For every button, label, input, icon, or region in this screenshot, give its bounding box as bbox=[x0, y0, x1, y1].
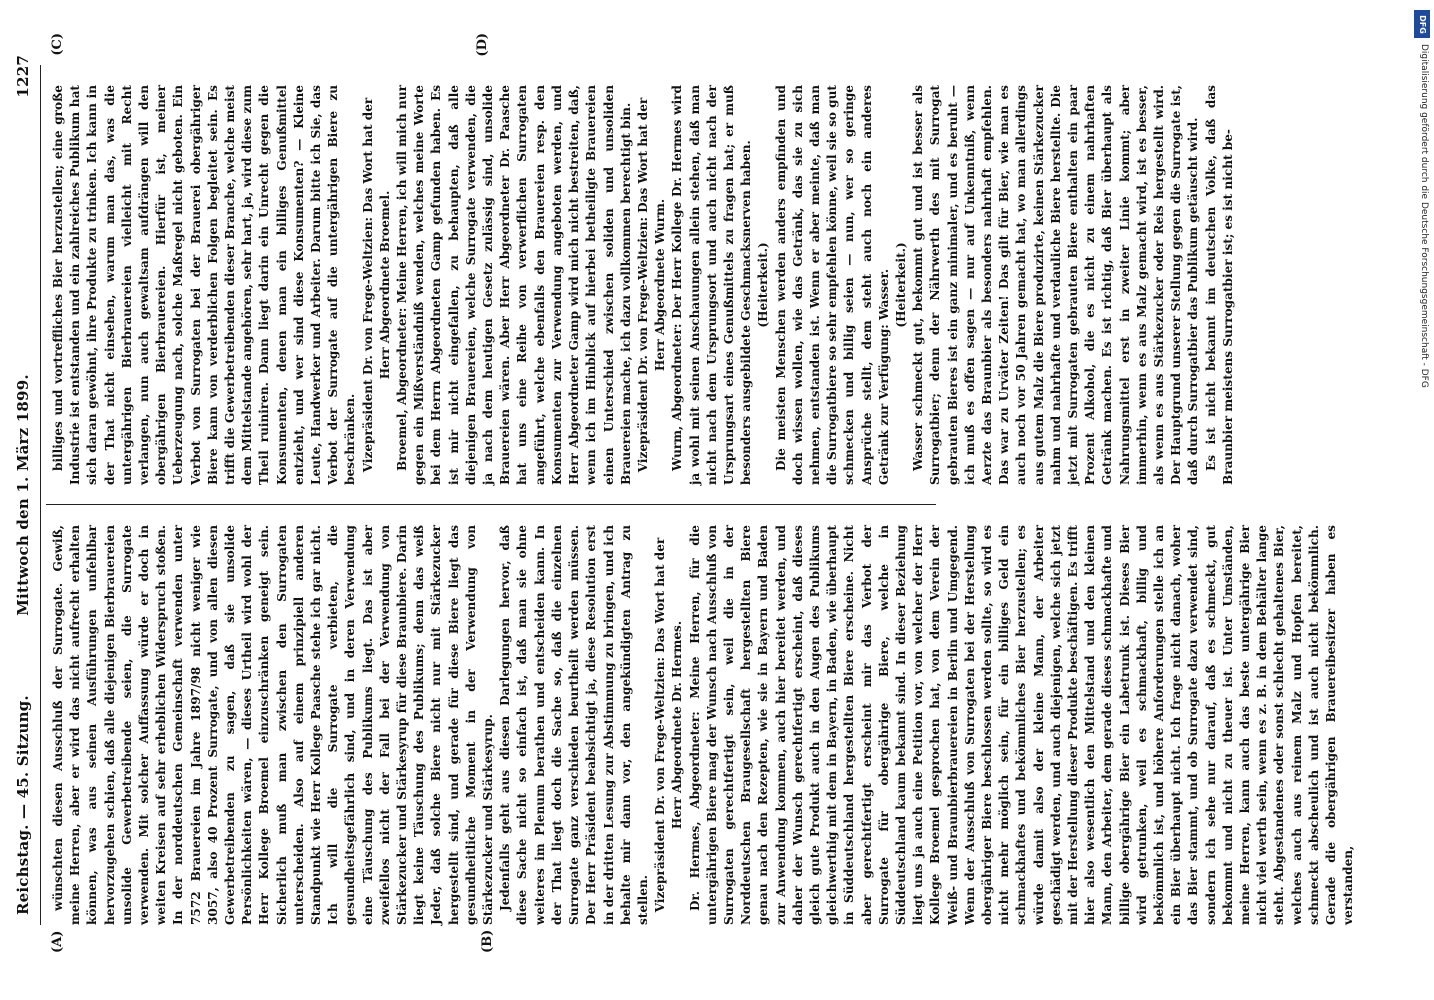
margin-letter-d: (D) bbox=[475, 33, 490, 57]
speaker-line: Vizepräsident Dr. von Frege-Weltzien: Das Wort hat der Herr Abgeordnete Wurm. bbox=[635, 97, 668, 473]
rotated-document-page bbox=[10, 25, 1380, 965]
margin-letter-c: (C) bbox=[50, 33, 65, 56]
speaker-line: Vizepräsident Dr. von Frege-Weltzien: Das Wort hat der Herr Abgeordnete Dr. Hermes. bbox=[653, 537, 685, 913]
paragraph: billiges und vortreffliches Bier herzustellen; eine große Industrie ist entstanden und ein zahlreiches Publikum hat sich daran gewöhnt, ihre Produkte zu trinken. Ich kann in der That nicht einsehen, warum man das, was die untergährigen Bierbrauereien vielleicht mit Recht verlangen, nun auch gewaltsam aufdrängen will den obergährigen Bierbrauereien. Hierfür ist, meiner Ueberzeugung nach, solche Maßregel nicht geboten. Ein Verbot von Surrogaten bei der Brauerei obergähriger Biere kann von verderblichen Folgen begleitet sein. Es trifft die Gewerbetreibenden dieser Branche, welche meist dem Mittelstande angehören, sehr hart, ja, wird diese zum Theil ruiniren. Dann liegt darin ein Unrecht gegen die Konsumenten, denen man ein billiges Genußmittel entzieht, und wer sind diese Konsumenten? — Kleine Leute, Handwerker und Arbeiter. Darum bitte ich Sie, das Verbot der Surrogate auf die untergährigen Biere zu beschränken. bbox=[51, 85, 358, 485]
dfg-logo bbox=[1414, 10, 1430, 38]
interjection: (Heiterkeit.) bbox=[893, 242, 908, 328]
right-column bbox=[50, 85, 1235, 485]
header-left: Reichstag. — 45. Sitzung. bbox=[14, 695, 32, 915]
page-number: 1227 bbox=[14, 55, 32, 98]
paragraph: Jedenfalls geht aus diesen Darlegungen hervor, daß diese Sache nicht so einfach ist, daß man sie ohne weiteres im Plenum berathen und entscheiden kann. In der That liegt doch die Sache so, daß die einzelnen Surrogate ganz verschieden beurtheilt werden müssen. Der Herr Präsident beabsichtigt ja, diese Resolution erst in der dritten Lesung zur Abstimmung zu bringen, und ich behalte mir dann vor, den angekündigten Antrag zu stellen. bbox=[498, 525, 650, 925]
left-column bbox=[50, 525, 1356, 925]
speaker-line: Vizepräsident Dr. von Frege-Weltzien: Das Wort hat der Herr Abgeordnete Broemel. bbox=[360, 97, 392, 473]
margin-letter-a: (A) bbox=[50, 930, 65, 953]
digitization-credit bbox=[1412, 6, 1432, 996]
paragraph: Die meisten Menschen werden anders empfinden und doch wissen wollen, wie das Getränk, das sie zu sich nehmen, entstanden ist. Wenn er aber meinte, daß man die Surrogatbiere so sehr empfehlen könne, weil sie so gut schmecken und billig seien — nun, wer so geringe Ansprüche stellt, dem steht auch noch ein anderes Getränk zur Verfügung: Wasser. bbox=[773, 85, 891, 485]
paragraph: Es ist nicht bekannt im deutschen Volke, daß das Braunbier meistens Surrogatbier ist; es ist nicht be- bbox=[1203, 85, 1235, 485]
paragraph: Wasser schmeckt gut, bekommt gut und ist besser als Surrogatbier; denn der Nährwerth des mit Surrogat gebrauten Bieres ist ein ganz minimaler, und es beruht — ich muß es offen sagen — nur auf Unkenntniß, wenn Aerzte das Braunbier als besonders nahrhaft empfehlen. Das war zu Urväter Zeiten! Das gilt für Bier, wie man es auch noch vor 50 Jahren gemacht hat, wo man allerdings aus gutem Malz die Biere produzirte, keinen Stärkezucker nahm und nahrhafte und verdauliche Biere herstellte. Die jetzt mit Surrogaten gebrauten Biere enthalten ein paar Prozent Alkohol, die es nicht zu einem nahrhaften Getränk machen. Es ist richtig, daß Bier überhaupt als Nahrungsmittel erst in zweiter Linie kommt; aber immerhin, wenn es aus Malz gemacht wird, ist es besser, als wenn es aus Stärkezucker oder Reis hergestellt wird. Der Hauptgrund unserer Stellung gegen die Surrogate ist, daß durch Surrogatbier das Publikum getäuscht wird. bbox=[911, 85, 1201, 485]
header-date: Mittwoch den 1. März 1899. bbox=[14, 374, 32, 616]
running-head bbox=[10, 55, 36, 935]
paragraph: Broemel, Abgeordneter: Meine Herren, ich will mich nur gegen ein Mißverständniß wenden, welches meine Worte bei dem Herrn Abgeordneten Gamp gefunden haben. Es ist mir nicht eingefallen, zu behaupten, daß alle diejenigen Brauereien, welche Surrogate verwenden, die ja nach dem heutigen Gesetz zulässig sind, unsolide Brauereien wären. Aber Herr Abgeordneter Dr. Paasche hat uns eine Reihe von verwerflichen Surrogaten angeführt, welche ebenfalls den Brauereien resp. den Konsumenten zur Verwendung angeboten werden, und Herr Abgeordneter Gamp wird mich nicht bestreiten, daß, wenn ich im Hinblick auf hierbei betheiligte Brauereien einen Unterschied zwischen soliden und unsoliden Brauereien mache, ich dazu vollkommen berechtigt bin. bbox=[395, 85, 633, 485]
interjection: (Heiterkeit.) bbox=[756, 242, 771, 328]
margin-letter-b: (B) bbox=[480, 929, 495, 953]
dfg-logo-text: DFG bbox=[1417, 14, 1427, 34]
column-divider bbox=[46, 504, 936, 505]
credit-text: Digitalisierung gefördert durch die Deutsche Forschungsgemeinschaft - DFG bbox=[1419, 44, 1429, 388]
paragraph: Dr. Hermes, Abgeordneter: Meine Herren, für die untergährigen Biere mag der Wunsch nach Ausschluß von Surrogaten gerechtfertigt sein, weil die in der Norddeutschen Braugesellschaft hergestellten Biere genau nach den Rezepten, wie sie in Bayern und Baden zur Anwendung kommen, auch hier bereitet werden, und daher der Wunsch gerechtfertigt erscheint, daß dieses gleich gute Produkt auch in den Augen des Publikums gleichwerthig mit dem in Bayern, in Baden, wie überhaupt in Süddeutschland hergestellten Biere erscheine. Nicht aber gerechtfertigt erscheint mir das Verbot der Surrogate für obergährige Biere, welche in Süddeutschland kaum bekannt sind. In dieser Beziehung liegt uns ja auch eine Petition vor, von welcher der Herr Kollege Broemel gesprochen hat, von dem Verein der Weiß- und Braunbierbrauereien in Berlin und Umgegend. Wenn der Ausschluß von Surrogaten bei der Herstellung obergähriger Biere beschlossen werden sollte, so wird es nicht mehr möglich sein, für ein billiges Geld ein schmackhaftes und bekömmliches Bier herzustellen; es würde damit also der kleine Mann, der Arbeiter geschädigt werden, und auch diejenigen, welche sich jetzt mit der Herstellung dieser Produkte beschäftigen. Es trifft hier also wesentlich den Mittelstand und den kleinen Mann, den Arbeiter, dem gerade dieses schmackhafte und billige obergährige Bier ein Labetrunk ist. Dieses Bier wird getrunken, weil es schmackhaft, billig und bekömmlich ist, und höhere Anforderungen stelle ich an ein Bier überhaupt nicht. Ich frage nicht danach, woher das Bier stammt, und ob Surrogate dazu verwendet sind, sondern ich sehe nur darauf, daß es schmeckt, gut bekommt und nicht zu theuer ist. Unter Umständen, meine Herren, kann auch das beste untergährige Bier nicht viel werth sein, wenn es z. B. in dem Behälter lange steht. Abgestandenes oder sonst schlecht gehaltenes Bier, welches auch aus reinem Malz und Hopfen bereitet, schmeckt abscheulich und ist auch nicht bekömmlich. Gerade die obergährigen Brauereibesitzer haben es verstanden, bbox=[687, 525, 1356, 925]
paragraph: wünschten diesen Ausschluß der Surrogate. Gewiß, meine Herren, aber er wird das nicht aufrecht erhalten können, was aus seinen Ausführungen unfehlbar hervorzugehen schien, daß alle diejenigen Bierbrauereien unsolide Gewerbetreibende seien, die Surrogate verwenden. Mit solcher Auffassung würde er doch in weiten Kreisen auf sehr erheblichen Widerspruch stoßen. In der norddeutschen Gemeinschaft verwenden unter 7572 Brauereien im Jahre 1897/98 nicht weniger wie 3057, also 40 Prozent Surrogate, und von allen diesen Gewerbetreibenden zu sagen, daß sie unsolide Persönlichkeiten wären, — dieses Urtheil wird wohl der Herr Kollege Broemel einzuschränken geneigt sein. Sicherlich muß man zwischen den Surrogaten unterscheiden. Also auf einem prinzipiell anderen Standpunkt wie Herr Kollege Paasche stehe ich gar nicht. Ich will die Surrogate verbieten, die gesundheitsgefährlich sind, und in deren Verwendung eine Täuschung des Publikums liegt. Das ist aber zweifellos nicht der Fall bei der Verwendung von Stärkezucker und Stärkesyrup für diese Braunbiere. Darin liegt keine Täuschung des Publikums; denn das weiß Jeder, daß solche Biere nicht nur mit Stärkezucker hergestellt sind, und gerade für diese Biere liegt das gesundheitliche Moment in der Verwendung von Stärkezucker und Stärkesyrup. bbox=[51, 525, 496, 925]
header-rule bbox=[40, 65, 41, 925]
paragraph: Wurm, Abgeordneter: Der Herr Kollege Dr. Hermes wird ja wohl mit seinen Anschauungen allein stehen, daß man nicht nach dem Ursprungsort und auch nicht nach der Ursprungsart eines Genußmittels zu fragen hat; er muß besonders ausgebildete Geschmacksnerven haben. bbox=[670, 85, 754, 485]
